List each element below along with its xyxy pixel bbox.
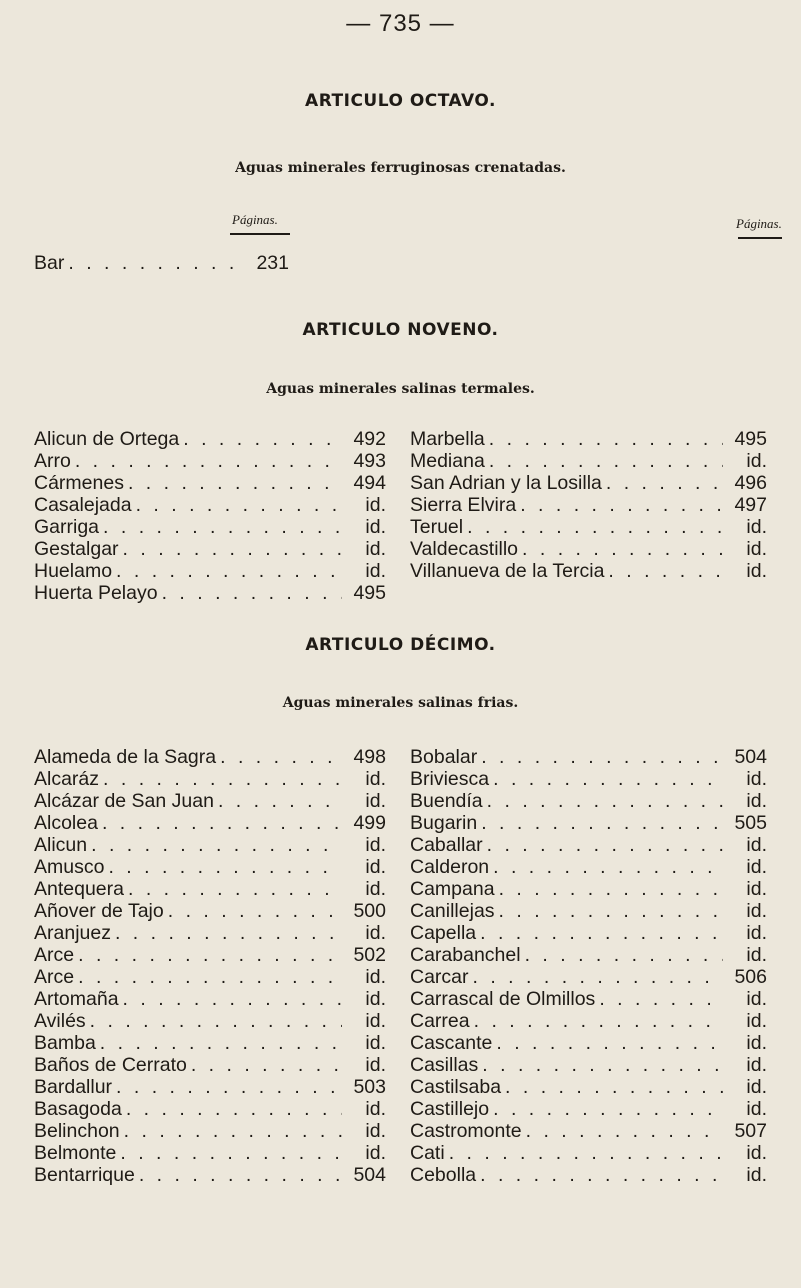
leader-dots	[483, 790, 723, 812]
entry-page: id.	[746, 1032, 767, 1054]
list-item	[34, 1120, 386, 1142]
entry-page: id.	[365, 1054, 386, 1076]
entry-name: Castromonte	[410, 1120, 522, 1142]
leader-dots	[489, 1098, 723, 1120]
leader-dots	[104, 856, 342, 878]
list-item	[410, 516, 767, 538]
entry-page: 502	[353, 944, 386, 966]
entry-name: Artomaña	[34, 988, 119, 1010]
leader-dots	[477, 812, 723, 834]
entry-page: id.	[746, 1164, 767, 1186]
leader-dots	[489, 856, 723, 878]
leader-dots	[119, 538, 342, 560]
list-item	[410, 812, 767, 834]
list-item	[34, 252, 289, 274]
entry-name: Caballar	[410, 834, 483, 856]
leader-dots	[135, 1164, 342, 1186]
leader-dots	[74, 966, 342, 988]
entry-page: id.	[365, 878, 386, 900]
entry-name: Cati	[410, 1142, 445, 1164]
entry-page: id.	[746, 768, 767, 790]
list-item	[34, 812, 386, 834]
entry-name: Calderon	[410, 856, 490, 878]
entry-name: Bamba	[34, 1032, 96, 1054]
list-item	[410, 472, 767, 494]
entry-name: Valdecastillo	[410, 538, 519, 560]
entry-name: Bobalar	[410, 746, 478, 768]
leader-dots	[122, 1098, 342, 1120]
list-item	[410, 494, 767, 516]
list-item	[34, 834, 386, 856]
leader-dots	[158, 582, 342, 604]
list-item	[34, 582, 386, 604]
entry-name: Capella	[410, 922, 477, 944]
entry-page: id.	[746, 1076, 767, 1098]
list-item	[34, 560, 386, 582]
list-item	[410, 1054, 767, 1076]
entry-page: id.	[746, 1010, 767, 1032]
leader-dots	[495, 900, 723, 922]
list-item	[410, 1076, 767, 1098]
list-item	[410, 746, 767, 768]
leader-dots	[98, 812, 342, 834]
entry-name: Briviesca	[410, 768, 490, 790]
list-item	[410, 428, 767, 450]
leader-dots	[119, 988, 342, 1010]
entry-name: Teruel	[410, 516, 464, 538]
section-noveno-right-column	[410, 428, 767, 582]
leader-dots	[501, 1076, 723, 1098]
leader-dots	[214, 790, 342, 812]
section-decimo-left-column	[34, 746, 386, 1186]
leader-dots	[469, 966, 723, 988]
entry-name: Alameda de la Sagra	[34, 746, 217, 768]
leader-dots	[112, 1076, 342, 1098]
leader-dots	[116, 1142, 342, 1164]
entry-name: Huelamo	[34, 560, 113, 582]
page-label-left: Páginas.	[232, 212, 278, 227]
entry-name: Alcázar de San Juan	[34, 790, 214, 812]
entry-name: Bentarrique	[34, 1164, 135, 1186]
list-item	[34, 450, 386, 472]
entry-page: 494	[353, 472, 386, 494]
leader-dots	[485, 428, 723, 450]
entry-page: 495	[353, 582, 386, 604]
entry-page: 493	[353, 450, 386, 472]
list-item	[410, 1164, 767, 1186]
leader-dots	[124, 878, 342, 900]
entry-name: Alicun de Ortega	[34, 428, 180, 450]
entry-page: 492	[353, 428, 386, 450]
leader-dots	[522, 1120, 723, 1142]
entry-page: 496	[734, 472, 767, 494]
entry-page: 498	[353, 746, 386, 768]
entry-page: id.	[746, 856, 767, 878]
entry-name: Sierra Elvira	[410, 494, 517, 516]
leader-dots	[99, 516, 342, 538]
entry-page: id.	[746, 922, 767, 944]
leader-dots	[445, 1142, 723, 1164]
entry-page: id.	[365, 1098, 386, 1120]
entry-page: id.	[365, 768, 386, 790]
entry-name: Alcaráz	[34, 768, 100, 790]
list-item	[34, 856, 386, 878]
entry-page: id.	[365, 922, 386, 944]
list-item	[410, 768, 767, 790]
entry-page: 500	[353, 900, 386, 922]
leader-dots	[477, 746, 723, 768]
entry-page: id.	[365, 538, 386, 560]
entry-name: Castilsaba	[410, 1076, 502, 1098]
entry-name: Belmonte	[34, 1142, 117, 1164]
entry-page: id.	[746, 1098, 767, 1120]
entry-page: 505	[734, 812, 767, 834]
leader-dots	[483, 834, 723, 856]
leader-dots	[476, 1164, 723, 1186]
article-title-decimo: ARTICULO DÉCIMO.	[305, 635, 496, 655]
entry-page: id.	[746, 516, 767, 538]
list-item	[34, 1098, 386, 1120]
entry-page: 504	[353, 1164, 386, 1186]
entry-page: 507	[734, 1120, 767, 1142]
section-noveno-left-column	[34, 428, 386, 604]
list-item	[34, 944, 386, 966]
entry-name: Aranjuez	[34, 922, 111, 944]
entry-name: Arce	[34, 944, 75, 966]
section-octavo-left-column	[34, 252, 289, 274]
entry-name: Antequera	[34, 878, 124, 900]
entry-name: Buendía	[410, 790, 483, 812]
entry-name: Casalejada	[34, 494, 132, 516]
list-item	[410, 856, 767, 878]
leader-dots	[602, 472, 723, 494]
list-item	[410, 900, 767, 922]
entry-page: id.	[746, 1142, 767, 1164]
entry-name: Casillas	[410, 1054, 479, 1076]
entry-page: id.	[365, 560, 386, 582]
entry-page: id.	[746, 1054, 767, 1076]
entry-page: id.	[365, 966, 386, 988]
entry-page: id.	[746, 450, 767, 472]
leader-dots	[87, 834, 342, 856]
entry-name: Cármenes	[34, 472, 124, 494]
entry-page: 503	[353, 1076, 386, 1098]
page-label-left-rule	[230, 233, 290, 235]
leader-dots	[164, 900, 342, 922]
list-item	[410, 790, 767, 812]
list-item	[34, 746, 386, 768]
list-item	[410, 944, 767, 966]
entry-name: Alicun	[34, 834, 88, 856]
list-item	[34, 966, 386, 988]
list-item	[34, 428, 386, 450]
entry-page: id.	[365, 1010, 386, 1032]
leader-dots	[74, 944, 342, 966]
leader-dots	[86, 1010, 342, 1032]
entry-page: id.	[746, 988, 767, 1010]
entry-name: Arce	[34, 966, 75, 988]
entry-name: Gestalgar	[34, 538, 119, 560]
list-item	[34, 1010, 386, 1032]
leader-dots	[124, 472, 342, 494]
list-item	[410, 1120, 767, 1142]
list-item	[410, 560, 767, 582]
entry-name: Carcar	[410, 966, 469, 988]
leader-dots	[495, 878, 723, 900]
section-decimo-right-column	[410, 746, 767, 1186]
list-item	[34, 516, 386, 538]
entry-name: Añover de Tajo	[34, 900, 164, 922]
entry-name: Amusco	[34, 856, 105, 878]
entry-name: Belinchon	[34, 1120, 120, 1142]
leader-dots	[489, 768, 723, 790]
list-item	[410, 834, 767, 856]
entry-page: 504	[734, 746, 767, 768]
list-item	[34, 878, 386, 900]
entry-page: 499	[353, 812, 386, 834]
page-label-right: Páginas.	[736, 216, 782, 231]
entry-name: Bardallur	[34, 1076, 113, 1098]
entry-name: Carrascal de Olmillos	[410, 988, 596, 1010]
entry-name: Basagoda	[34, 1098, 122, 1120]
leader-dots	[478, 1054, 723, 1076]
entry-name: Campana	[410, 878, 495, 900]
entry-name: Carabanchel	[410, 944, 521, 966]
entry-name: Baños de Cerrato	[34, 1054, 187, 1076]
leader-dots	[604, 560, 723, 582]
leader-dots	[518, 538, 723, 560]
entry-page: id.	[365, 790, 386, 812]
leader-dots	[595, 988, 723, 1010]
entry-name: Canillejas	[410, 900, 495, 922]
entry-name: Cascante	[410, 1032, 493, 1054]
list-item	[34, 494, 386, 516]
list-item	[34, 1142, 386, 1164]
entry-name: Villanueva de la Tercia	[410, 560, 605, 582]
entry-page: id.	[365, 988, 386, 1010]
leader-dots	[111, 922, 342, 944]
leader-dots	[521, 944, 723, 966]
article-subtitle-octavo: Aguas minerales ferruginosas crenatadas.	[235, 160, 566, 176]
entry-name: Huerta Pelayo	[34, 582, 158, 604]
article-subtitle-decimo: Aguas minerales salinas frias.	[282, 695, 519, 711]
list-item	[410, 922, 767, 944]
entry-name: Alcolea	[34, 812, 98, 834]
list-item	[34, 988, 386, 1010]
leader-dots	[132, 494, 342, 516]
entry-page: id.	[746, 944, 767, 966]
entry-page: id.	[746, 560, 767, 582]
leader-dots	[216, 746, 342, 768]
list-item	[34, 1076, 386, 1098]
list-item	[410, 988, 767, 1010]
entry-page: id.	[746, 878, 767, 900]
leader-dots	[64, 252, 245, 274]
leader-dots	[99, 768, 342, 790]
leader-dots	[71, 450, 342, 472]
list-item	[410, 878, 767, 900]
article-title-noveno: ARTICULO NOVENO.	[302, 320, 499, 340]
article-title-octavo: ARTICULO OCTAVO.	[305, 91, 496, 111]
list-item	[34, 900, 386, 922]
entry-page: id.	[746, 900, 767, 922]
leader-dots	[476, 922, 723, 944]
list-item	[410, 966, 767, 988]
entry-name: Castillejo	[410, 1098, 490, 1120]
list-item	[34, 538, 386, 560]
list-item	[410, 538, 767, 560]
entry-name: Bugarin	[410, 812, 478, 834]
leader-dots	[112, 560, 342, 582]
leader-dots	[463, 516, 723, 538]
entry-page: 231	[256, 252, 289, 274]
list-item	[34, 768, 386, 790]
list-item	[410, 1032, 767, 1054]
leader-dots	[187, 1054, 342, 1076]
page-label-right-rule	[738, 237, 782, 239]
entry-name: Garriga	[34, 516, 100, 538]
entry-name: Carrea	[410, 1010, 470, 1032]
entry-page: id.	[746, 538, 767, 560]
leader-dots	[96, 1032, 342, 1054]
list-item	[34, 790, 386, 812]
entry-page: id.	[746, 790, 767, 812]
entry-page: id.	[365, 494, 386, 516]
article-subtitle-noveno: Aguas minerales salinas termales.	[266, 381, 535, 397]
entry-page: 506	[734, 966, 767, 988]
entry-page: 497	[734, 494, 767, 516]
list-item	[34, 1054, 386, 1076]
entry-name: Marbella	[410, 428, 485, 450]
entry-page: 495	[734, 428, 767, 450]
leader-dots	[516, 494, 723, 516]
list-item	[410, 1098, 767, 1120]
leader-dots	[470, 1010, 723, 1032]
entry-page: id.	[746, 834, 767, 856]
list-item	[34, 472, 386, 494]
entry-page: id.	[365, 834, 386, 856]
leader-dots	[179, 428, 342, 450]
entry-name: Mediana	[410, 450, 485, 472]
page-number: — 735 —	[346, 10, 455, 37]
entry-page: id.	[365, 1032, 386, 1054]
list-item	[34, 1032, 386, 1054]
list-item	[34, 922, 386, 944]
list-item	[410, 1142, 767, 1164]
list-item	[410, 450, 767, 472]
leader-dots	[485, 450, 723, 472]
entry-name: Bar	[34, 252, 65, 274]
entry-page: id.	[365, 516, 386, 538]
entry-page: id.	[365, 1142, 386, 1164]
leader-dots	[492, 1032, 723, 1054]
list-item	[34, 1164, 386, 1186]
entry-page: id.	[365, 1120, 386, 1142]
entry-name: Arro	[34, 450, 71, 472]
entry-name: Avilés	[34, 1010, 86, 1032]
list-item	[410, 1010, 767, 1032]
entry-name: Cebolla	[410, 1164, 477, 1186]
leader-dots	[120, 1120, 342, 1142]
entry-name: San Adrian y la Losilla	[410, 472, 602, 494]
entry-page: id.	[365, 856, 386, 878]
